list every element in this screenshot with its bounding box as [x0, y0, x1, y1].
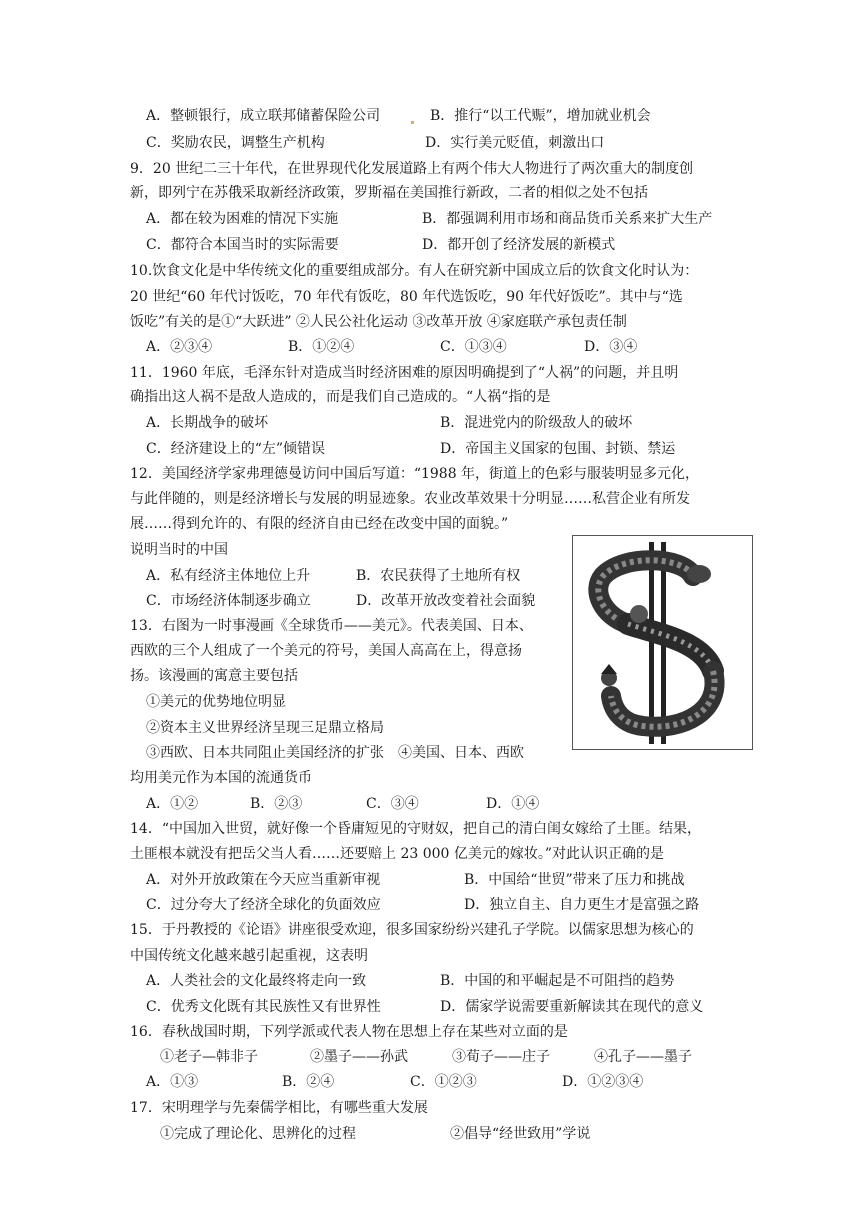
- q13-stem-line1: 13．右图为一时事漫画《全球货币——美元》。代表美国、日本、: [130, 618, 533, 634]
- q15-option-b: B．中国的和平崛起是不可阻挡的趋势: [440, 973, 675, 989]
- q15-option-c: C．优秀文化既有其民族性又有世界性: [146, 999, 381, 1015]
- q9-option-a: A．都在较为困难的情况下实施: [146, 211, 339, 227]
- q16-item3: ③荀子——庄子: [452, 1049, 550, 1065]
- q12-stem-line3: 展……得到允许的、有限的经济自由已经在改变中国的面貌。”: [130, 516, 509, 532]
- q14-option-d: D．独立自主、自力更生才是富强之路: [464, 897, 700, 913]
- q16-option-c: C．①②③: [410, 1074, 477, 1090]
- q15-option-a: A．人类社会的文化最终将走向一致: [146, 973, 367, 989]
- q13-option-c: C．③④: [366, 796, 419, 812]
- q9-option-c: C．都符合本国当时的实际需要: [146, 237, 339, 253]
- top-figure-head: [687, 565, 711, 583]
- q13-option-d: D．①④: [486, 796, 540, 812]
- q16-option-b: B．②④: [282, 1074, 335, 1090]
- q13-item1: ①美元的优势地位明显: [146, 694, 286, 710]
- q13-item2: ②资本主义世界经济呈现三足鼎立格局: [146, 720, 384, 736]
- q15-stem-line2: 中国传统文化越来越引起重视，这表明: [130, 948, 368, 964]
- q9-stem-line2: 新，即列宁在苏俄采取新经济政策，罗斯福在美国推行新政，二者的相似之处不包括: [130, 185, 648, 201]
- q10-option-b: B．①②④: [288, 339, 355, 355]
- q14-option-b: B．中国给“世贸”带来了压力和挑战: [464, 872, 685, 888]
- q12-option-b: B．农民获得了土地所有权: [356, 568, 521, 584]
- q10-stem-line1: 10.饮食文化是中华传统文化的重要组成部分。有人在研究新中国成立后的饮食文化时认为：: [130, 263, 699, 279]
- q13-stem-line3: 扬。该漫画的寓意主要包括: [130, 668, 298, 684]
- q12-option-d: D．改革开放改变着社会面貌: [356, 593, 536, 609]
- q10-stem-line2: 20 世纪“60 年代讨饭吃，70 年代有饭吃，80 年代选饭吃，90 年代好饭吃”。其中与“选: [130, 289, 683, 305]
- middle-figure-head: [630, 605, 648, 623]
- q10-option-a: A．②③④: [146, 339, 213, 355]
- middle-figure-body: [628, 624, 713, 671]
- q12-stem-line2: 与此伴随的，则是经济增长与发展的明显迹象。农业改革效果十分明显……私营企业有所发: [130, 491, 690, 507]
- q14-option-c: C．过分夸大了经济全球化的负面效应: [146, 897, 381, 913]
- q16-item2: ②墨子——孙武: [310, 1049, 408, 1065]
- q13-option-b: B．②③: [250, 796, 303, 812]
- q14-option-a: A．对外开放政策在今天应当重新审视: [146, 872, 381, 888]
- q10-option-d: D．③④: [584, 339, 638, 355]
- q11-option-c: C．经济建设上的“左”倾错误: [146, 441, 326, 457]
- scan-speck: [411, 121, 414, 124]
- q17-item2: ②倡导“经世致用”学说: [450, 1126, 591, 1142]
- q9-option-d: D．都开创了经济发展的新模式: [422, 237, 616, 253]
- q14-stem-line2: 土匪根本就没有把岳父当人看……还要赔上 23 000 亿美元的嫁妆。”对此认识正确的是: [130, 846, 665, 862]
- q15-option-d: D．儒家学说需要重新解读其在现代的意义: [440, 999, 704, 1015]
- q11-stem-line2: 确指出这人祸不是敌人造成的，而是我们自己造成的。“人祸“指的是: [130, 389, 551, 405]
- q13-option-a: A．①②: [146, 796, 199, 812]
- q13-item4: 均用美元作为本国的流通货币: [130, 770, 312, 786]
- q8-option-d: D．实行美元贬值，刺激出口: [425, 135, 605, 151]
- q15-stem-line1: 15．于丹教授的《论语》讲座很受欢迎，很多国家纷纷兴建孔子学院。以儒家思想为核心的: [130, 922, 694, 938]
- q10-stem-line3: 饭吃”有关的是①“大跃进” ②人民公社化运动 ③改革开放 ④家庭联产承包责任制: [130, 314, 627, 330]
- q8-option-a: A．整顿银行，成立联邦储蓄保险公司: [146, 108, 381, 124]
- q16-option-d: D．①②③④: [562, 1074, 644, 1090]
- q8-option-c: C．奖励农民，调整生产机构: [146, 135, 325, 151]
- q11-option-a: A．长期战争的破坏: [146, 415, 269, 431]
- q16-option-a: A．①③: [146, 1074, 199, 1090]
- q16-item4: ④孔子——墨子: [594, 1049, 692, 1065]
- q16-item1: ①老子—韩非子: [160, 1049, 258, 1065]
- q17-item1: ①完成了理论化、思辨化的过程: [160, 1126, 356, 1142]
- q12-stem-line4: 说明当时的中国: [130, 542, 228, 558]
- q12-option-a: A．私有经济主体地位上升: [146, 568, 311, 584]
- q13-stem-line2: 西欧的三个人组成了一个美元的符号，美国人高高在上，得意扬: [130, 643, 522, 659]
- q11-option-b: B．混进党内的阶级敌人的破坏: [440, 415, 633, 431]
- bottom-figure-hat: [601, 664, 617, 674]
- q11-stem-line1: 11．1960 年底，毛泽东针对造成当时经济困难的原因明确提到了“人祸”的问题，并且明: [130, 365, 679, 381]
- q12-stem-line1: 12．美国经济学家弗理德曼访问中国后写道：“1988 年，街道上的色彩与服装明显多元化，: [130, 466, 700, 482]
- q12-option-c: C．市场经济体制逐步确立: [146, 593, 311, 609]
- q11-option-d: D．帝国主义国家的包围、封锁、禁运: [440, 441, 676, 457]
- q8-option-b: B．推行“以工代赈”，增加就业机会: [430, 108, 651, 124]
- q17-stem-line1: 17．宋明理学与先秦儒学相比，有哪些重大发展: [130, 1100, 428, 1116]
- q13-item3: ③西欧、日本共同阻止美国经济的扩张 ④美国、日本、西欧: [146, 745, 524, 761]
- q9-option-b: B．都强调利用市场和商品货币关系来扩大生产: [422, 211, 713, 227]
- q14-stem-line1: 14．“中国加入世贸，就好像一个昏庸短见的守财奴，把自己的清白闺女嫁给了土匪。结果，: [130, 821, 701, 837]
- q9-stem-line1: 9．20 世纪二三十年代，在世界现代化发展道路上有两个伟大人物进行了两次重大的制度创: [130, 161, 694, 177]
- dollar-cartoon-image: [572, 535, 753, 750]
- dollar-sign-illustration: [573, 536, 752, 749]
- q16-stem-line1: 16．春秋战国时期，下列学派或代表人物在思想上存在某些对立面的是: [130, 1024, 568, 1040]
- q10-option-c: C．①③④: [440, 339, 507, 355]
